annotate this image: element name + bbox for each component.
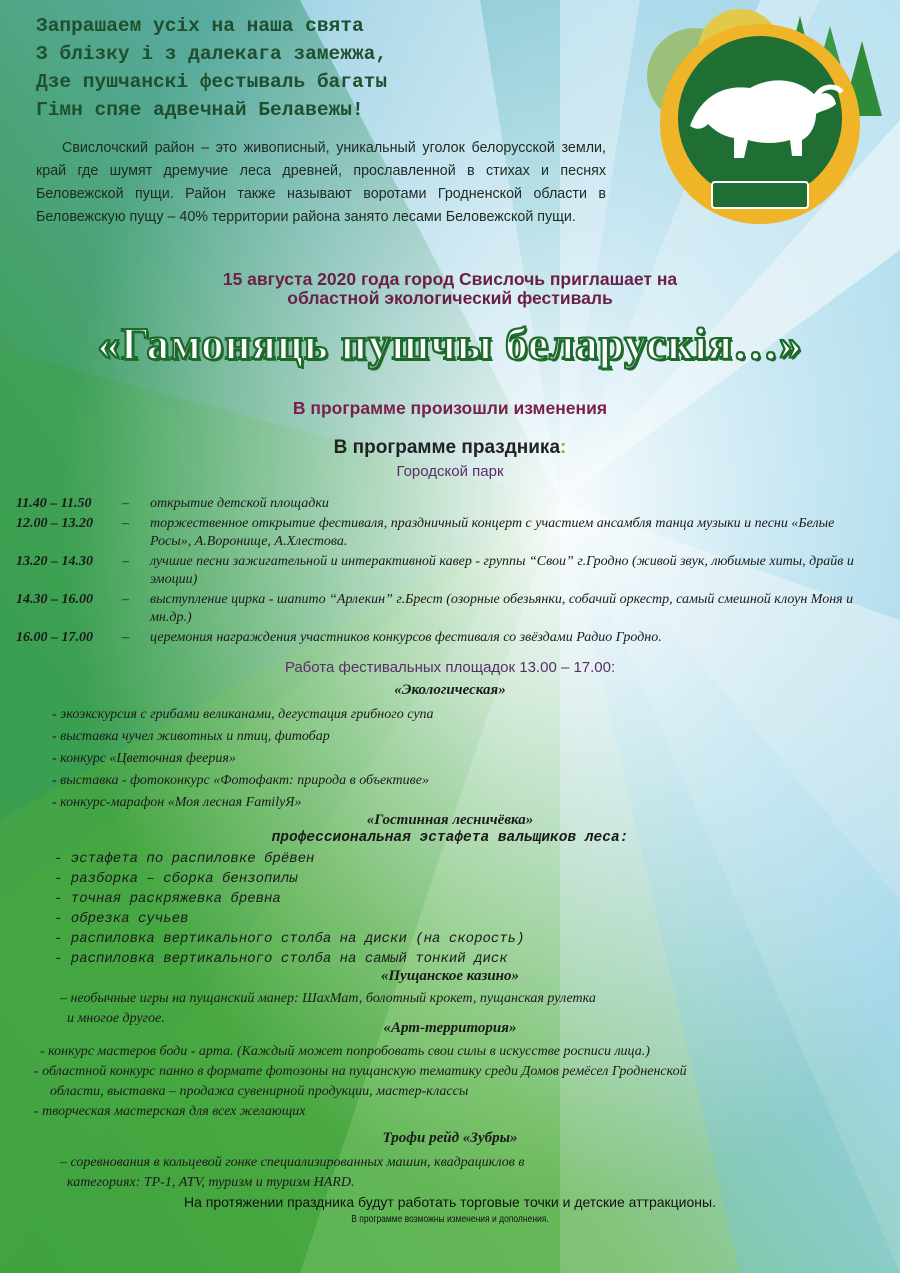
section-subtitle-relay: профессиональная эстафета вальщиков леса:: [271, 830, 629, 846]
schedule-text: выступление цирка - шапито “Арлекин” г.Брест (озорные обезьянки, собачий оркестр, самый смешной клоун Моня и мн.др.): [150, 592, 854, 625]
schedule-time: 11.40 – 11.50: [16, 496, 92, 511]
poem-line: З блізку і з далекага замежжа,: [36, 43, 388, 65]
poem-line: Гімн спяе адвечнай Белавежы!: [36, 99, 364, 121]
invitation-line: 15 августа 2020 года город Свислочь приглашает на: [222, 269, 678, 289]
list-item: и многое другое.: [67, 1011, 165, 1026]
schedule-time: 14.30 – 16.00: [16, 592, 93, 607]
program-heading: [40, 437, 860, 459]
invitation: [40, 270, 860, 308]
logo-name-plate: [712, 182, 808, 208]
schedule-text: церемония награждения участников конкурсов фестиваля со звёздами Радио Гродно.: [150, 630, 662, 645]
changes-notice: В программе произошли изменения: [292, 398, 608, 418]
list-item: - экоэкскурсия с грибами великанами, дегустация грибного супа: [52, 707, 434, 722]
list-item: - творческая мастерская для всех желающих: [34, 1104, 306, 1119]
schedule-time: 12.00 – 13.20: [16, 516, 93, 531]
footer-note: На протяжении праздника будут работать торговые точки и детские аттракционы.: [184, 1194, 716, 1210]
intro-text: Свислочский район – это живописный, уникальный уголок белорусской земли, край где шумят дремучие леса древней, прославленной в стихах и песнях Беловежской пущи. Район также называют воротами Гродненской области в Беловежскую пущу – 40% территории района занято лесами Беловежской пущи.: [36, 140, 606, 225]
list-item: - конкурс «Цветочная феерия»: [52, 751, 236, 766]
list-item: – необычные игры на пущанский манер: ШахМат, болотный крокет, пущанская рулетка: [60, 991, 596, 1006]
poem-line: Дзе пушчанскі фестываль багаты: [36, 71, 388, 93]
list-item: - конкурс-марафон «Моя лесная FamilyЯ»: [52, 795, 302, 810]
program-heading-colon: :: [560, 437, 567, 458]
section-title-trophy: Трофи рейд «Зубры»: [382, 1130, 518, 1146]
section-title-guest: «Гостинная лесничёвка»: [366, 812, 534, 828]
footer-disclaimer: В программе возможны изменения и дополнения.: [351, 1214, 549, 1225]
schedule-row: 11.40 – 11.50 – открытие детской площадки: [16, 495, 876, 513]
list-item: – соревнования в кольцевой гонке специализированных машин, квадрациклов в: [60, 1155, 525, 1170]
schedule-text: торжественное открытие фестиваля, праздничный концерт с участием ансамбля танца музыки и песни «Белые Росы», А.Воронище, А.Хлестова.: [150, 516, 835, 549]
list-item: - распиловка вертикального столба на самый тонкий диск: [54, 951, 508, 967]
eco-list: [52, 704, 434, 814]
poem: [36, 12, 616, 124]
section-title-art: «Арт-территория»: [383, 1020, 517, 1036]
schedule-row: 14.30 – 16.00 – выступление цирка - шапито “Арлекин” г.Брест (озорные обезьянки, собачий оркестр, самый смешной клоун Моня и мн.др.): [16, 591, 876, 627]
venue: Городской парк: [396, 463, 504, 480]
list-item: - конкурс мастеров боди - арта. (Каждый может попробовать свои силы в искусстве росписи лица.): [40, 1044, 650, 1059]
intro-paragraph: [36, 137, 606, 229]
trophy-list: [60, 1153, 524, 1193]
invitation-line: областной экологический фестиваль: [287, 288, 613, 308]
section-title-eco: «Экологическая»: [394, 682, 506, 698]
list-item: - областной конкурс панно в формате фотозоны на пущанскую тематику среди Домов ремёсел Гродненской: [34, 1064, 687, 1079]
list-item: - выставка чучел животных и птиц, фитобар: [52, 729, 330, 744]
schedule-row: 16.00 – 17.00 – церемония награждения участников конкурсов фестиваля со звёздами Радио Гродно.: [16, 629, 876, 647]
festival-logo: [630, 6, 892, 231]
schedule-row: 13.20 – 14.30 – лучшие песни зажигательной и интерактивной кавер - группы “Свои” г.Гродно (живой звук, любимые хиты, драйв и эмоции): [16, 553, 876, 589]
relay-list: [54, 849, 524, 969]
list-item: - разборка – сборка бензопилы: [54, 871, 298, 887]
work-heading: Работа фестивальных площадок 13.00 – 17.00:: [284, 659, 616, 676]
schedule: [16, 495, 876, 649]
festival-title: «Гамоняць пушчы беларускія…»: [97, 319, 803, 369]
schedule-time: 13.20 – 14.30: [16, 554, 93, 569]
section-title-casino: «Пущанское казино»: [381, 968, 519, 984]
list-item: области, выставка – продажа сувенирной продукции, мастер-классы: [50, 1084, 469, 1099]
list-item: - точная раскряжевка бревна: [54, 891, 281, 907]
art-list: [34, 1042, 687, 1122]
list-item: - обрезка сучьев: [54, 911, 189, 927]
schedule-text: лучшие песни зажигательной и интерактивной кавер - группы “Свои” г.Гродно (живой звук, любимые хиты, драйв и эмоции): [150, 554, 854, 587]
schedule-time: 16.00 – 17.00: [16, 630, 93, 645]
list-item: - распиловка вертикального столба на диски (на скорость): [54, 931, 525, 947]
schedule-text: открытие детской площадки: [150, 496, 329, 511]
poem-line: Запрашаем усіх на наша свята: [36, 15, 364, 37]
program-heading-text: В программе праздника: [333, 437, 561, 458]
list-item: - эстафета по распиловке брёвен: [54, 851, 315, 867]
schedule-row: 12.00 – 13.20 – торжественное открытие фестиваля, праздничный концерт с участием ансамбля танца музыки и песни «Белые Росы», А.Воронище, А.Хлестова.: [16, 515, 876, 551]
list-item: категориях: ТР-1, ATV, туризм и туризм HARD.: [67, 1175, 355, 1190]
list-item: - выставка - фотоконкурс «Фотофакт: природа в объективе»: [52, 773, 429, 788]
